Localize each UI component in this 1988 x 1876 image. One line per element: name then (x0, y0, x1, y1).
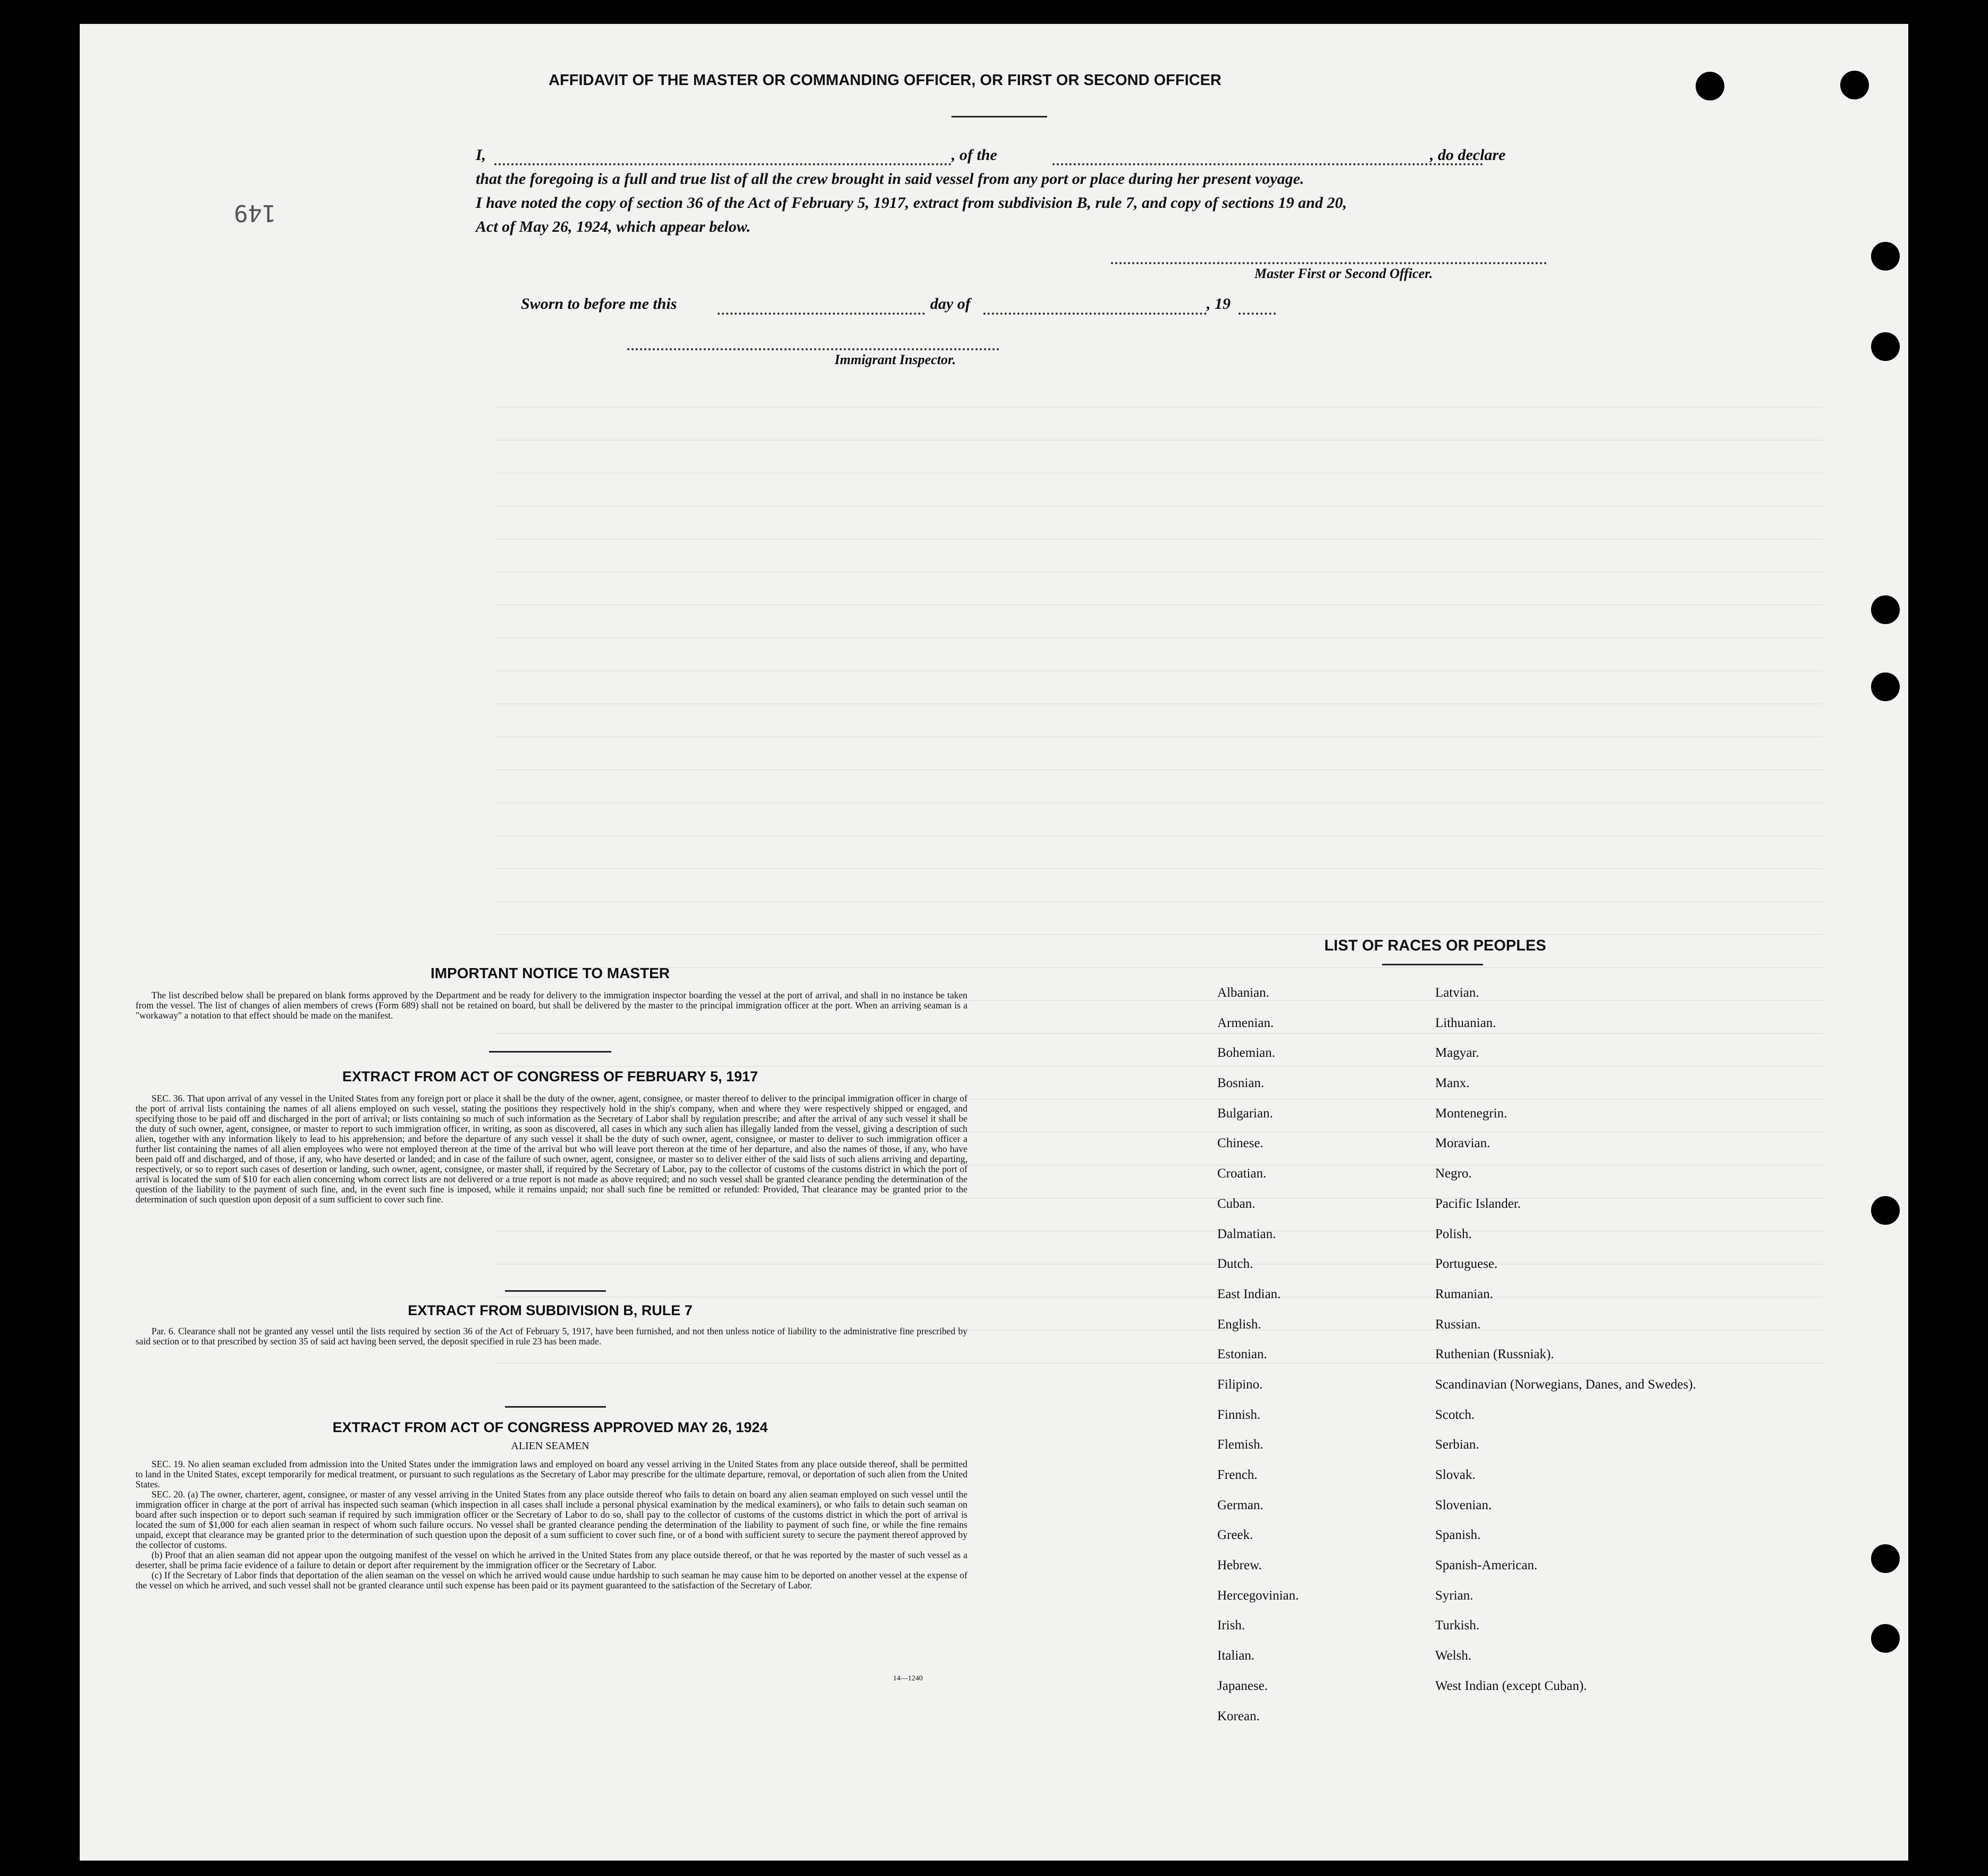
race-item: West Indian (except Cuban). (1435, 1678, 1587, 1693)
title-rule (951, 116, 1047, 117)
section-19-paragraph: SEC. 19. No alien seaman excluded from admission into the United States under the immigration laws and employed on board any vessel arriving in the United States from any place outside thereof, shall be permitted to land in the United States, except temporarily for medical treatment, or pursuant to such regulations as the Secretary of Labor may prescribe for the ultimate departure, removal, or deportation of such alien from the United States. (136, 1459, 967, 1490)
punch-hole (1871, 1196, 1900, 1225)
race-item: Bulgarian. (1217, 1106, 1273, 1121)
race-item: Latvian. (1435, 986, 1479, 1000)
race-item: Finnish. (1217, 1407, 1261, 1422)
race-item: East Indian. (1217, 1286, 1281, 1301)
races-title: LIST OF RACES OR PEOPLES (1324, 937, 1546, 954)
notice-title: IMPORTANT NOTICE TO MASTER (430, 965, 670, 981)
year-label: , 19 (1207, 295, 1231, 313)
race-item: Rumanian. (1435, 1286, 1494, 1301)
race-item: Bosnian. (1217, 1076, 1265, 1091)
affidavit-line-3: I have noted the copy of section 36 of the Act of February 5, 1917, extract from subdivision B, rule 7, and copy of sections 19 and 20, (476, 194, 1347, 212)
race-item: Albanian. (1217, 986, 1269, 1000)
act-1924-title: EXTRACT FROM ACT OF CONGRESS APPROVED MAY 26, 1924 (332, 1419, 768, 1435)
affidavit-line-2: that the foregoing is a full and true list of all the crew brought in said vessel from any port or place during her present voyage. (476, 170, 1304, 188)
margin-number: 149 (234, 199, 276, 226)
vessel-blank (1052, 163, 1483, 165)
rule-7-text (136, 1326, 967, 1347)
race-item: Spanish-American. (1435, 1558, 1538, 1573)
race-item: Syrian. (1435, 1588, 1473, 1603)
notice-text (136, 990, 967, 1021)
race-item: Pacific Islander. (1435, 1196, 1521, 1211)
sworn-month-blank (983, 313, 1207, 315)
race-item: Korean. (1217, 1709, 1260, 1723)
race-item: Spanish. (1435, 1528, 1481, 1543)
section-20c-paragraph: (c) If the Secretary of Labor finds that deportation of the alien seaman on the vessel on which he arrived would cause undue hardship to such seaman he may cause him to be deported on another vessel at the expense of the vessel on which he arrived, and such vessel shall not be granted clearance until such expense has been paid or its payment guaranteed to the satisfaction of the Secretary of Labor. (136, 1570, 967, 1591)
race-item: German. (1217, 1498, 1263, 1512)
race-item: Welsh. (1435, 1648, 1472, 1663)
race-item: Slovak. (1435, 1468, 1476, 1482)
race-item: Croatian. (1217, 1166, 1267, 1181)
race-item: French. (1217, 1468, 1258, 1482)
race-item: Scotch. (1435, 1407, 1475, 1422)
race-item: Dalmatian. (1217, 1226, 1276, 1241)
race-item: Ruthenian (Russniak). (1435, 1347, 1554, 1362)
race-item: Hercegovinian. (1217, 1588, 1299, 1603)
punch-hole (1840, 71, 1869, 99)
notice-rule (489, 1051, 611, 1053)
race-item: Moravian. (1435, 1136, 1490, 1151)
punch-hole (1871, 242, 1900, 271)
punch-hole (1871, 1624, 1900, 1653)
day-of-label: day of (930, 295, 971, 313)
race-item: English. (1217, 1317, 1261, 1332)
master-signature-label: Master First or Second Officer. (1254, 266, 1433, 281)
sworn-label: Sworn to before me this (521, 295, 677, 313)
punch-hole (1696, 72, 1724, 100)
punch-hole (1871, 332, 1900, 361)
race-item: Turkish. (1435, 1618, 1480, 1633)
race-item: Negro. (1435, 1166, 1472, 1181)
races-rule (1382, 964, 1483, 965)
punch-hole (1871, 672, 1900, 701)
race-item: Montenegrin. (1435, 1106, 1507, 1121)
race-item: Scandinavian (Norwegians, Danes, and Swedes). (1435, 1377, 1696, 1392)
race-item: Slovenian. (1435, 1498, 1492, 1512)
notice-paragraph: The list described below shall be prepared on blank forms approved by the Department and be ready for delivery to the immigration inspector boarding the vessel at the port of arrival, and shall in no instance be taken from the vessel. The list of changes of alien members of crews (Form 689) shall not be retained on board, but shall be delivered by the master to the principal immigration officer at the port. When an arriving seaman is a "workaway" a notation to that effect should be made on the manifest. (136, 990, 967, 1021)
affidavit-of-the: , of the (951, 146, 997, 164)
act-1917-rule (505, 1290, 606, 1292)
race-item: Dutch. (1217, 1257, 1253, 1272)
act-1924-text (136, 1459, 967, 1591)
race-item: Chinese. (1217, 1136, 1263, 1151)
act-1917-title: EXTRACT FROM ACT OF CONGRESS OF FEBRUARY 5, 1917 (342, 1069, 759, 1084)
race-item: Estonian. (1217, 1347, 1267, 1362)
race-item: Hebrew. (1217, 1558, 1262, 1573)
punch-hole (1871, 595, 1900, 624)
race-item: Filipino. (1217, 1377, 1263, 1392)
rule-7-title: EXTRACT FROM SUBDIVISION B, RULE 7 (408, 1302, 693, 1318)
race-item: Irish. (1217, 1618, 1245, 1633)
races-left-column (1217, 985, 1430, 1738)
race-item: Serbian. (1435, 1437, 1479, 1452)
punch-hole (1871, 1544, 1900, 1573)
race-item: Italian. (1217, 1648, 1255, 1663)
affidavit-line-4: Act of May 26, 1924, which appear below. (476, 218, 751, 235)
rule-7-rule (505, 1406, 606, 1408)
race-item: Cuban. (1217, 1196, 1256, 1211)
alien-seamen-subtitle: ALIEN SEAMEN (511, 1440, 589, 1452)
race-item: Russian. (1435, 1317, 1481, 1332)
affidavit-do-declare: , do declare (1430, 146, 1506, 164)
inspector-label: Immigrant Inspector. (835, 352, 956, 367)
race-item: Portuguese. (1435, 1257, 1498, 1272)
race-item: Lithuanian. (1435, 1015, 1496, 1030)
section-36-paragraph: SEC. 36. That upon arrival of any vessel in the United States from any foreign port or place it shall be the duty of the owner, agent, consignee, or master thereof to deliver to the principal immigration officer in charge of the port of arrival lists containing the names of all aliens employed on such vessel, stating the positions they respectively hold in the ship's company, when and where they were respectively shipped or engaged, and specifying those to be paid off and discharged in the port of arrival; or lists containing so much of such information as the Secretary of Labor shall by regulation prescribe; and after the arrival of any such vessel it shall be the duty of such owner, agent, consignee, or master to report to such immigration officer, in writing, as soon as discovered, all cases in which any such alien has illegally landed from the vessel, giving a description of such alien, together with any information likely to lead to his apprehension; and before the departure of any such vessel it shall be the duty of such owner, agent, consignee, or master to deliver to such immigration officer a further list containing the names of all alien employees who were not employed thereon at the time of the arrival but who will leave port thereon at the time of her departure, and also the names of those, if any, who have been paid off and discharged, and of those, if any, who have deserted or landed; and in case of the failure of such owner, agent, consignee, or master so to deliver either of the said lists of such aliens arriving and departing, respectively, or so to report such cases of desertion or landing, such owner, agent, consignee, or master shall, if required by the Secretary of Labor, pay to the collector of customs of the customs district in which the port of arrival is located the sum of $10 for each alien concerning whom correct lists are not delivered or a true report is not made as above required; and no such vessel shall be granted clearance pending the determination of the question of the liability to the payment of such fine, and, in the event such fine is imposed, while it remains unpaid; nor shall such fine be remitted or refunded: Provided, That clearance may be granted prior to the determination of such question upon deposit of a sum sufficient to cover such fine. (136, 1093, 967, 1205)
race-item: Armenian. (1217, 1015, 1274, 1030)
race-item: Manx. (1435, 1076, 1470, 1091)
section-20b-paragraph: (b) Proof that an alien seaman did not appear upon the outgoing manifest of the vessel on which he arrived in the United States from any place outside thereof, or that he was reported by the master of such vessel as a deserter, shall be prima facie evidence of a failure to detain or deport after requirement by the immigration officer or the Secretary of Labor. (136, 1550, 967, 1570)
name-blank (494, 163, 951, 165)
race-item: Polish. (1435, 1226, 1472, 1241)
race-item: Bohemian. (1217, 1046, 1276, 1061)
affidavit-i-label: I, (476, 146, 486, 164)
races-right-column (1435, 985, 1722, 1709)
race-item: Greek. (1217, 1528, 1253, 1543)
race-item: Flemish. (1217, 1437, 1263, 1452)
affidavit-title: AFFIDAVIT OF THE MASTER OR COMMANDING OFFICER, OR FIRST OR SECOND OFFICER (549, 72, 1222, 89)
paragraph-6: Par. 6. Clearance shall not be granted any vessel until the lists required by section 36 of the Act of February 5, 1917, have been furnished, and not then unless notice of liability to the administrative fine prescribed by said section or to that prescribed by section 35 of said act having been served, the deposit specified in rule 23 has been made. (136, 1326, 967, 1347)
race-item: Japanese. (1217, 1678, 1268, 1693)
race-item: Magyar. (1435, 1046, 1479, 1061)
year-blank (1239, 313, 1276, 315)
section-20a-paragraph: SEC. 20. (a) The owner, charterer, agent, consignee, or master of any vessel arriving in the United States from any place outside thereof who fails to detain on board any alien seaman employed on such vessel until the immigration officer in charge at the port of arrival has inspected such seaman (which inspection in all cases shall include a personal physical examination by the medical examiners), or who fails to detain such seaman on board after such inspection or to deport such seaman if required by such immigration officer or the Secretary of Labor to do so, shall pay to the collector of customs of the customs district in which the port of arrival is located the sum of $1,000 for each alien seaman in respect of whom such failure occurs. No vessel shall be granted clearance pending the determination of the liability to payment of such fine, or while the fine remains unpaid, except that clearance may be granted prior to the determination of such question upon the deposit of a sum sufficient to cover such fine, or of a bond with sufficient surety to secure the payment thereof approved by the collector of customs. (136, 1489, 967, 1550)
act-1917-text (136, 1093, 967, 1205)
document-page (80, 24, 1908, 1861)
form-number: 14—1240 (893, 1675, 923, 1682)
sworn-day-blank (718, 313, 925, 315)
